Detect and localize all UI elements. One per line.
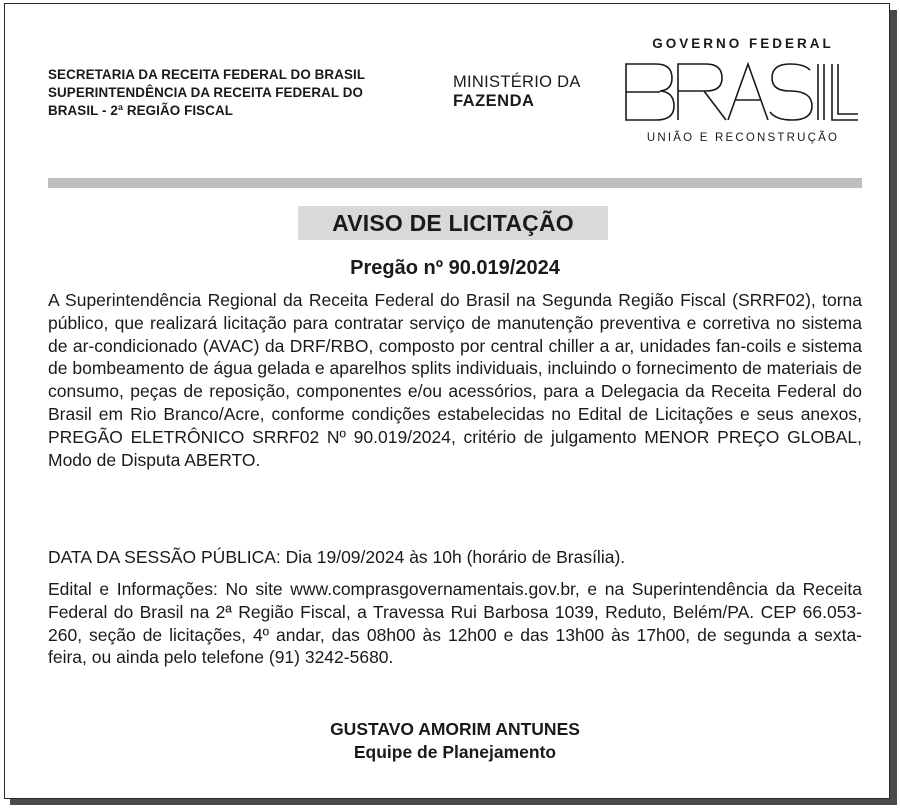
ministry-name xyxy=(453,73,581,111)
signer-name: GUSTAVO AMORIM ANTUNES xyxy=(330,719,580,739)
logo-bottom-text: UNIÃO E RECONSTRUÇÃO xyxy=(646,132,840,144)
org-line: SUPERINTENDÊNCIA DA RECEITA FEDERAL DO xyxy=(48,85,364,100)
org-line: BRASIL - 2ª REGIÃO FISCAL xyxy=(48,103,234,118)
notice-subtitle: Pregão nº 90.019/2024 xyxy=(350,257,560,279)
logo-top-text: GOVERNO FEDERAL xyxy=(652,36,834,51)
frame-shadow-right xyxy=(889,10,897,805)
ministry-line-1: MINISTÉRIO DA xyxy=(453,73,581,91)
notice-title: AVISO DE LICITAÇÃO xyxy=(332,210,574,236)
org-line: SECRETARIA DA RECEITA FEDERAL DO BRASIL xyxy=(48,67,366,82)
notice-paragraph-2: DATA DA SESSÃO PÚBLICA: Dia 19/09/2024 às 10h (horário de Brasília). xyxy=(48,547,626,567)
header-divider xyxy=(48,178,862,188)
notice-paragraph-3: Edital e Informações: No site www.comprasgovernamentais.gov.br, e na Superintendência da Receita Federal do Brasil na 2ª Região Fiscal, a Travessa Rui Barbosa 1039, Reduto, Belém/PA. CEP 66.053-260, seção de licitações, 4º andar, das 08h00 às 12h00 e das 13h00 às 17h00, de segunda a sexta-feira, ou ainda pelo telefone (91) 3242-5680. xyxy=(48,579,862,668)
issuing-organization xyxy=(48,66,365,120)
notice-paragraph-1: A Superintendência Regional da Receita Federal do Brasil na Segunda Região Fiscal (SRRF02), torna público, que realizará licitação para contratar serviço de manutenção preventiva e corretiva no sistema de ar-condicionado (AVAC) da DRF/RBO, composto por central chiller a ar, unidades fan-coils e sistema de bombeamento de água gelada e aparelhos splits individuais, incluindo o fornecimento de materiais de consumo, peças de reposição, componentes e/ou acessórios, para a Delegacia da Receita Federal do Brasil em Rio Branco/Acre, conforme condições estabelecidas no Edital de Licitações e seus anexos, PREGÃO ELETRÔNICO SRRF02 Nº 90.019/2024, critério de julgamento MENOR PREÇO GLOBAL, Modo de Disputa ABERTO. xyxy=(48,290,862,470)
brasil-logo xyxy=(622,60,862,126)
ministry-line-2: FAZENDA xyxy=(453,92,535,110)
signer-role: Equipe de Planejamento xyxy=(353,742,557,762)
